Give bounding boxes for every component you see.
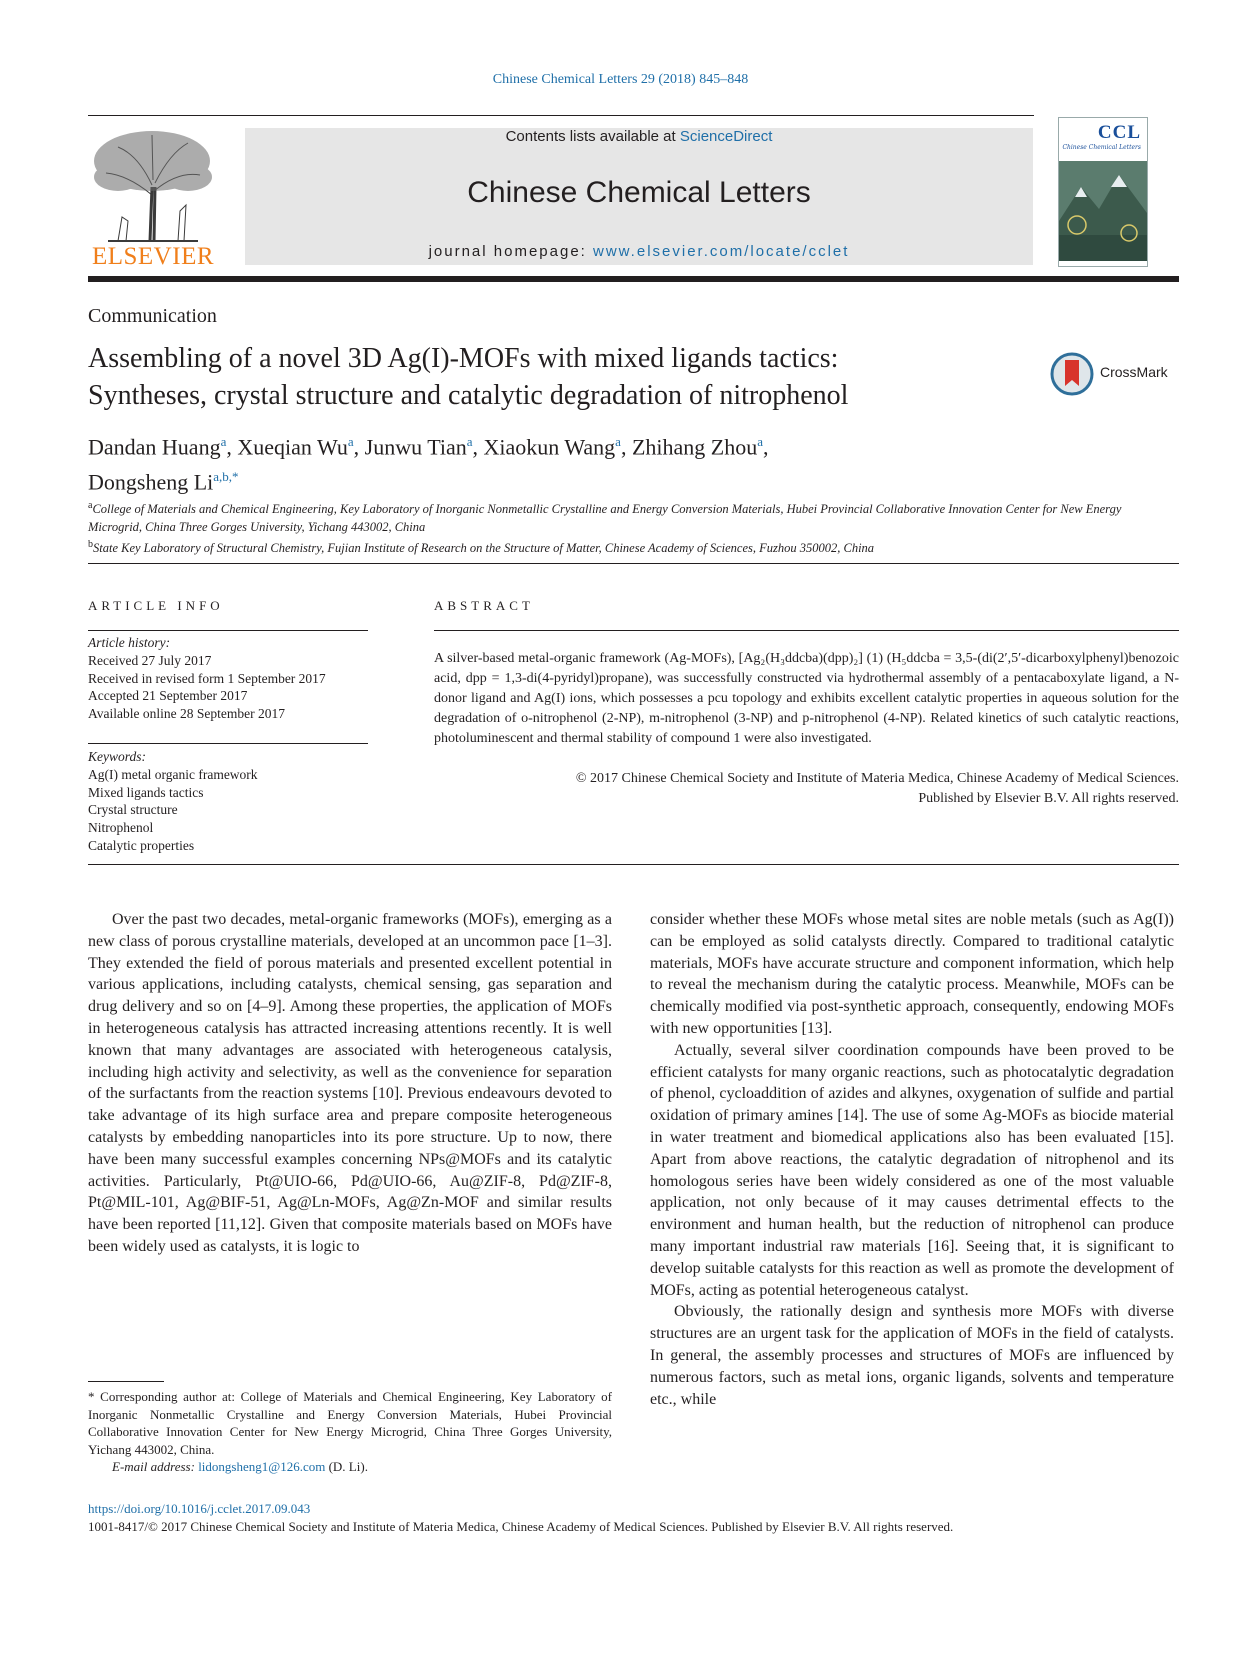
affiliation (88, 497, 1178, 536)
author-name: Dandan Huang (88, 434, 221, 460)
article-info-heading: ARTICLE INFO (88, 598, 224, 613)
email-suffix: (D. Li). (325, 1459, 368, 1475)
footnote-rule (88, 1381, 164, 1382)
elsevier-logo (88, 125, 218, 271)
homepage-line (245, 243, 1033, 260)
author-name: Xueqian Wu (237, 434, 348, 460)
keyword: Catalytic properties (88, 837, 195, 853)
footnote-text: * Corresponding author at: College of Materials and Chemical Engineering, Key Laboratory of Inorganic Nonmetallic Crystalline and Energy Conversion Materials, Hubei Provincial Collaborative Innovation Center for New Energy Microgrid, China Three Gorges University, Yichang 443002, China. (88, 1389, 612, 1457)
issn-copyright: 1001-8417/© 2017 Chinese Chemical Society and Institute of Materia Medica, Chinese Academy of Medical Sciences. Published by Elsevier B.V. All rights reserved. (88, 1519, 954, 1534)
keyword: Ag(I) metal organic framework (88, 766, 258, 782)
journal-citation-link[interactable]: Chinese Chemical Letters 29 (2018) 845–848 (492, 72, 749, 87)
keyword: Crystal structure (88, 802, 178, 818)
affiliation (88, 536, 1178, 558)
history-item: Accepted 21 September 2017 (88, 688, 248, 704)
abstract-heading: ABSTRACT (434, 598, 534, 613)
author-name: Dongsheng Li (88, 469, 214, 495)
cover-artwork (1059, 151, 1147, 261)
body-column-left (88, 909, 612, 1258)
body-paragraph: Actually, several silver coordination compounds have been proved to be efficient catalysts for many organic reactions, such as photocatalytic degradation of phenol, cycloaddition of azides and alkynes, oxygenation of sulfide and partial oxidation of primary amines [14]. The use of some Ag-MOFs as biocide material in water treatment and biomedical applications also has been evaluated [15]. Apart from above reactions, the catalytic degradation of nitrophenol and its homologous series have been widely considered as one of the most valuable application, not only because of it may causes detrimental effects to the environment and human health, but the reduction of nitrophenol can produce many important industrial raw materials [16]. Seeing that, it is significant to develop suitable catalysts for this reaction as well as promote the development of MOFs, acting as potential heterogeneous catalyst. (650, 1041, 1174, 1299)
affiliation-text: State Key Laboratory of Structural Chemistry, Fujian Institute of Research on the Structure of Matter, Chinese Academy of Sciences, Fuzhou 350002, China (93, 541, 875, 556)
sciencedirect-link[interactable]: ScienceDirect (679, 128, 773, 145)
corresponding-author-footnote (88, 1388, 612, 1476)
body-paragraph: consider whether these MOFs whose metal sites are noble metals (such as Ag(I)) can be employed as solid catalysts directly. Compared to traditional catalytic materials, MOFs have accurate structure and component information, which help to reveal the mechanism during the catalytic process. Meanwhile, MOFs can be chemically modified via post-synthetic approach, consequently, endowing MOFs with new opportunities [13]. (650, 911, 1174, 1037)
elsevier-wordmark: ELSEVIER (91, 243, 215, 270)
keywords-label: Keywords: (88, 749, 146, 764)
body-paragraph: Over the past two decades, metal-organic frameworks (MOFs), emerging as a new class of porous crystalline materials, developed at an uncommon pace [1–3]. They extended the field of porous materials and presented excellent potential in various applications, including catalysts, chemical sensing, gas separation and drug delivery and so on [4–9]. Among these properties, the application of MOFs in heterogeneous catalysis has attracted increasing attentions recently. It is well known that many advantages are associated with heterogeneous catalysis, including high activity and selectivity, as well as the convenience for separation of the surfactants from the reaction systems [10]. Previous endeavours devoted to take advantage of its high surface area and prepare composite heterogeneous catalysts by embedding nanoparticles into its pore structure. Up to now, there have been many successful examples concerning NPs@MOFs and its catalytic activities. Particularly, Pt@UIO-66, Pd@UIO-66, Au@ZIF-8, Pd@ZIF-8, Pt@MIL-101, Ag@BIF-51, Ag@Ln-MOFs, Ag@Zn-MOF and similar results have been reported [11,12]. Given that composite materials based on MOFs have been widely used as catalysts, it is logic to (88, 911, 612, 1255)
body-column-right (650, 909, 1174, 1410)
contents-line (245, 128, 1033, 145)
copyright-line-1: © 2017 Chinese Chemical Society and Institute of Materia Medica, Chinese Academy of Medical Sciences. (575, 771, 1179, 786)
author-separator: , (226, 434, 238, 460)
abstract-copyright (434, 769, 1179, 809)
journal-masthead (245, 128, 1033, 265)
contents-prefix: Contents lists available at (505, 128, 680, 145)
journal-name: Chinese Chemical Letters (467, 176, 811, 209)
divider (88, 630, 368, 631)
author-list (88, 427, 1088, 498)
history-item: Available online 28 September 2017 (88, 706, 285, 722)
tree-icon (88, 125, 218, 243)
affiliation-text: College of Materials and Chemical Engineering, Key Laboratory of Inorganic Nonmetallic Crystalline and Energy Conversion Materials, Hubei Provincial Collaborative Innovation Center for New Energy Microgrid, China Three Gorges University, Yichang 443002, China (88, 502, 1122, 534)
crossmark-icon (1050, 352, 1094, 396)
title-line-1: Assembling of a novel 3D Ag(I)-MOFs with mixed ligands tactics: (88, 343, 839, 374)
article-title (88, 340, 1048, 414)
doi-text[interactable]: https://doi.org/10.1016/j.cclet.2017.09.043 (88, 1501, 311, 1516)
author-affiliation-mark[interactable]: a (347, 434, 354, 449)
crossmark-button[interactable] (1050, 352, 1180, 396)
email-link[interactable]: lidongsheng1@126.com (198, 1459, 326, 1475)
homepage-link[interactable]: www.elsevier.com/locate/cclet (593, 243, 850, 260)
keyword: Nitrophenol (88, 820, 154, 836)
abstract-text: A silver-based metal-organic framework (Ag-MOFs), [Ag₂(H₃ddcba)(dpp)₂] (1) (H₅ddcba = 3,5-(di(2′,5′-dicarboxylphenyl)benozoic acid, dpp = 1,3-di(4-pyridyl)propane), was successfully constructed via hydrothermal assembly of a pentacaboxylate ligand, a N-donor ligand and Ag(I) ions, which possesses a pcu topology and exhibits excellent catalytic properties in aqueous solution for the degradation of o-nitrophenol (2-NP), m-nitrophenol (3-NP) and p-nitrophenol (4-NP). Related kinetics of such catalytic reactions, photoluminescent and thermal stability of compound 1 were also investigated. (434, 651, 1179, 746)
history-item: Received 27 July 2017 (88, 652, 212, 668)
cover-subtitle: Chinese Chemical Letters (1062, 144, 1141, 151)
crossmark-label: CrossMark (1100, 364, 1168, 380)
doi-link[interactable] (88, 1501, 310, 1517)
journal-cover-image (1058, 117, 1148, 267)
divider (88, 864, 1179, 865)
email-label: E-mail address: (112, 1459, 199, 1475)
divider (88, 743, 368, 744)
keywords (88, 748, 373, 855)
author-affiliation-mark[interactable]: a (220, 434, 227, 449)
affiliation-mark: b (88, 539, 93, 551)
article-type: Communication (88, 305, 217, 327)
homepage-prefix: journal homepage: (428, 243, 594, 260)
history-item: Received in revised form 1 September 2017 (88, 670, 326, 686)
divider (434, 630, 1179, 631)
author-separator: , (353, 434, 365, 460)
body-paragraph: Obviously, the rationally design and synthesis more MOFs with diverse structures are an urgent task for the application of MOFs in the field of catalysts. In general, the assembly processes and structures of MOFs are influenced by numerous factors, such as metal ions, organic ligands, solvents and temperature etc., while (650, 1303, 1174, 1408)
author-separator: , (472, 434, 484, 460)
author-separator: , (620, 434, 632, 460)
author-affiliation-mark[interactable]: a,b,* (213, 469, 239, 485)
affiliations (88, 497, 1178, 558)
author-name: Xiaokun Wang (483, 434, 616, 460)
header-thick-rule (88, 276, 1179, 282)
cover-title: CCL (1097, 122, 1141, 143)
author-affiliation-mark[interactable]: a (466, 434, 473, 449)
author-name: Junwu Tian (364, 434, 467, 460)
author-name: Zhihang Zhou (631, 434, 758, 460)
author-separator: , (763, 434, 769, 460)
keyword: Mixed ligands tactics (88, 784, 204, 800)
history-label: Article history: (88, 635, 171, 650)
article-history (88, 634, 373, 723)
author-affiliation-mark[interactable]: a (615, 434, 621, 449)
copyright-line-2: Published by Elsevier B.V. All rights reserved. (918, 791, 1179, 806)
divider (88, 563, 1179, 564)
author-affiliation-mark[interactable]: a (757, 434, 763, 449)
header-rule (88, 115, 1034, 116)
title-line-2: Syntheses, crystal structure and catalytic degradation of nitrophenol (88, 380, 849, 411)
affiliation-mark: a (88, 500, 93, 511)
